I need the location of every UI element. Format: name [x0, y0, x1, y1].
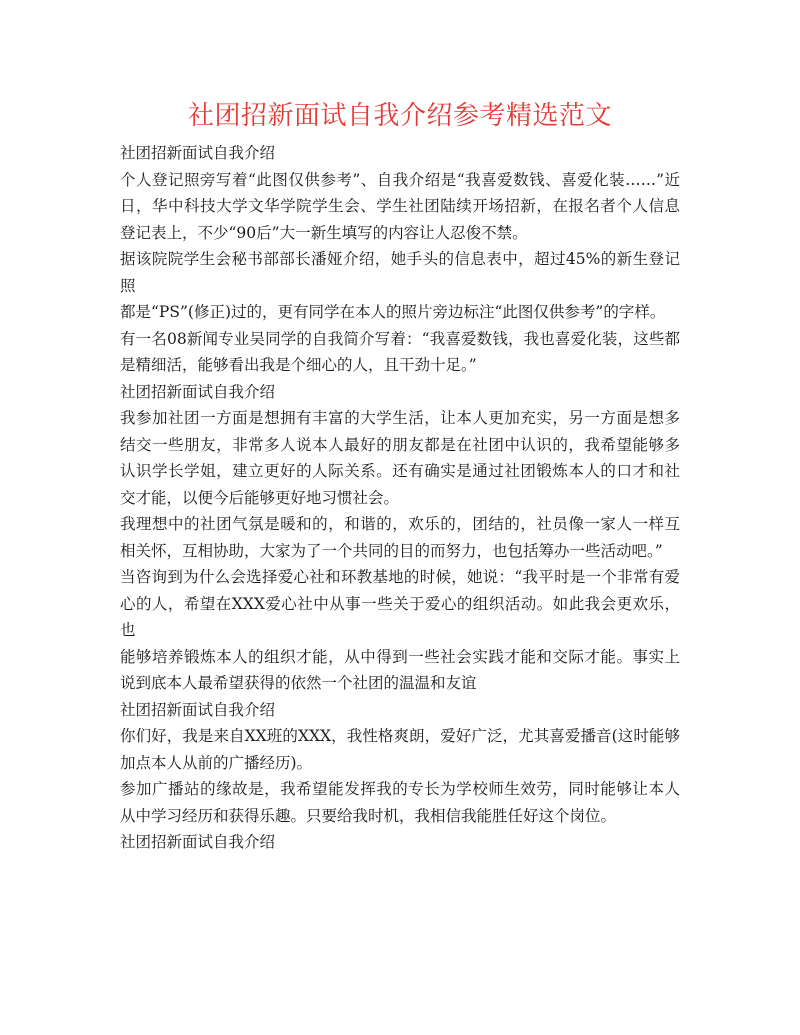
section-heading: 社团招新面试自我介绍	[120, 700, 276, 719]
section-heading: 社团招新面试自我介绍	[120, 833, 276, 851]
document-title: 社团招新面试自我介绍参考精选范文	[187, 101, 612, 131]
paragraph-line: 加点本人从前的广播经历)。	[120, 753, 313, 772]
paragraph	[120, 405, 680, 511]
document-page	[120, 96, 680, 856]
paragraph-line: 日，华中科技大学文华学院学生会、学生社团陆续开场招新，在报名者个人信息	[120, 197, 680, 215]
paragraph-line: 我理想中的社团气氛是暖和的，和谐的，欢乐的，团结的，社员像一家人一样互	[120, 515, 680, 533]
paragraph-line: 登记表上，不少“90后”大一新生填写的内容让人忍俊不禁。	[120, 223, 528, 242]
document-body	[120, 140, 680, 856]
paragraph-line: 相关怀，互相协助，大家为了一个共同的目的而努力，也包括筹办一些活动吧。”	[120, 541, 663, 560]
paragraph	[120, 511, 680, 564]
paragraph-line: 当咨询到为什么会选择爱心社和环教基地的时候，她说：“我平时是一个非常有爱	[120, 568, 680, 586]
paragraph-line: 有一名08新闻专业吴同学的自我简介写着：“我喜爱数钱，我也喜爱化装，这些都	[120, 329, 680, 348]
paragraph	[120, 776, 680, 829]
paragraph	[120, 167, 680, 247]
section-heading: 社团招新面试自我介绍	[120, 144, 276, 162]
paragraph	[120, 564, 680, 697]
paragraph-line: 从中学习经历和获得乐趣。只要给我时机，我相信我能胜任好这个岗位。	[120, 806, 617, 825]
paragraph-line: 我参加社团一方面是想拥有丰富的大学生活，让本人更加充实，另一方面是想多	[120, 409, 680, 427]
paragraph-line: 据该院院学生会秘书部部长潘娅介绍，她手头的信息表中，超过45%的新生登记照	[120, 250, 680, 295]
paragraph-line: 个人登记照旁写着“此图仅供参考”、自我介绍是“我喜爱数钱、喜爱化装……”近	[120, 170, 680, 189]
paragraph-line: 都是“PS”(修正)过的，更有同学在本人的照片旁边标注“此图仅供参考”的字样。	[120, 303, 666, 321]
paragraph	[120, 246, 680, 326]
paragraph-line: 交才能，以便今后能够更好地习惯社会。	[120, 488, 400, 507]
paragraph-line: 结交一些朋友，非常多人说本人最好的朋友都是在社团中认识的，我希望能够多	[120, 435, 680, 454]
paragraph-line: 认识学长学姐，建立更好的人际关系。还有确实是通过社团锻炼本人的口才和社	[120, 462, 680, 480]
paragraph-line: 你们好，我是来自XX班的XXX，我性格爽朗，爱好广泛，尤其喜爱播音(这时能够	[120, 727, 680, 745]
paragraph-line: 参加广播站的缘故是，我希望能发挥我的专长为学校师生效劳，同时能够让本人	[120, 780, 680, 798]
paragraph-line: 说到底本人最希望获得的依然一个社团的温温和友谊	[120, 674, 477, 692]
paragraph	[120, 723, 680, 776]
paragraph	[120, 326, 680, 379]
section-heading: 社团招新面试自我介绍	[120, 382, 276, 401]
paragraph-line: 是精细活，能够看出我是个细心的人，且干劲十足。”	[120, 356, 477, 374]
paragraph-line: 心的人，希望在XXX爱心社中从事一些关于爱心的组织活动。如此我会更欢乐，也	[120, 594, 680, 639]
paragraph-line: 能够培养锻炼本人的组织才能，从中得到一些社会实践才能和交际才能。事实上	[120, 647, 680, 666]
